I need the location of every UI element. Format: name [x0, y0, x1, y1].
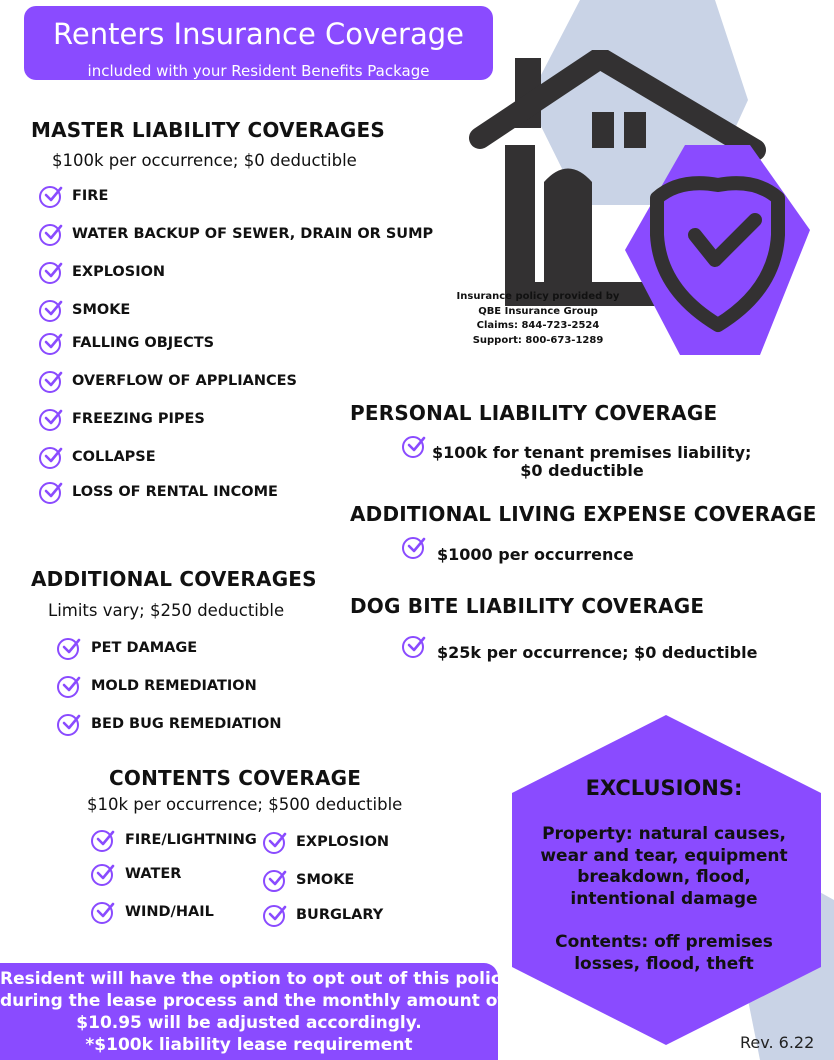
coverage-item: SMOKE	[296, 872, 355, 888]
notice-line: $10.95 will be adjusted accordingly.	[76, 1013, 422, 1033]
coverage-item: EXPLOSION	[72, 264, 166, 280]
coverage-item: FALLING OBJECTS	[72, 335, 215, 351]
exclusions-contents	[509, 932, 819, 975]
master-heading: MASTER LIABILITY COVERAGES	[31, 118, 385, 142]
coverage-item: FREEZING PIPES	[72, 411, 205, 427]
notice-line: during the lease process and the monthly amount of	[0, 991, 505, 1011]
check-icon	[39, 482, 61, 504]
exclusion-line: breakdown, flood,	[577, 867, 751, 887]
check-icon	[39, 333, 61, 355]
check-icon	[39, 409, 61, 431]
dog-heading: DOG BITE LIABILITY COVERAGE	[350, 594, 705, 618]
check-icon	[91, 864, 113, 886]
exclusion-line: losses, flood, theft	[574, 953, 754, 974]
coverage-item: SMOKE	[72, 302, 131, 318]
dog-item: $25k per occurrence; $0 deductible	[437, 643, 758, 662]
exclusions-property	[509, 824, 819, 910]
contents-heading: CONTENTS COVERAGE	[109, 766, 362, 790]
coverage-item: WATER	[125, 866, 182, 882]
personal-item	[432, 443, 752, 480]
page-subtitle: included with your Resident Benefits Package	[87, 62, 430, 80]
coverage-item: MOLD REMEDIATION	[91, 678, 257, 694]
check-icon	[39, 371, 61, 393]
coverage-item: BED BUG REMEDIATION	[91, 716, 282, 732]
coverage-item: WIND/HAIL	[125, 904, 214, 920]
coverage-item: FIRE	[72, 188, 109, 204]
coverage-item: OVERFLOW OF APPLIANCES	[72, 373, 297, 389]
exclusion-line: Contents: off premises	[555, 932, 773, 952]
coverage-item: EXPLOSION	[296, 834, 390, 850]
check-icon	[39, 300, 61, 322]
provider-line: Insurance policy provided by	[456, 291, 620, 302]
coverage-item: LOSS OF RENTAL INCOME	[72, 484, 278, 500]
master-sub: $100k per occurrence; $0 deductible	[52, 151, 357, 170]
exclusion-line: Property: natural causes,	[542, 824, 786, 844]
check-icon	[263, 870, 285, 892]
coverage-item: PET DAMAGE	[91, 640, 198, 656]
living-heading: ADDITIONAL LIVING EXPENSE COVERAGE	[350, 502, 817, 526]
check-icon	[39, 186, 61, 208]
personal-heading: PERSONAL LIABILITY COVERAGE	[350, 401, 718, 425]
contents-sub: $10k per occurrence; $500 deductible	[87, 795, 403, 814]
personal-line: $0 deductible	[520, 461, 644, 480]
shield-hexagon	[625, 145, 810, 355]
check-icon	[39, 447, 61, 469]
revision-label: Rev. 6.22	[740, 1033, 815, 1052]
opt-out-notice	[0, 963, 512, 1060]
personal-line: $100k for tenant premises liability;	[432, 443, 752, 462]
coverage-item: FIRE/LIGHTNING	[125, 832, 257, 848]
living-item: $1000 per occurrence	[437, 545, 634, 564]
check-icon	[263, 905, 285, 927]
check-icon	[402, 436, 424, 458]
check-icon	[402, 636, 424, 658]
check-icon	[57, 714, 79, 736]
provider-info	[448, 290, 628, 348]
exclusions-heading: EXCLUSIONS:	[585, 776, 743, 800]
check-icon	[39, 224, 61, 246]
exclusion-line: intentional damage	[570, 888, 758, 909]
page-title: Renters Insurance Coverage	[53, 17, 464, 51]
check-icon	[57, 638, 79, 660]
notice-line: *$100k liability lease requirement	[85, 1035, 413, 1055]
additional-sub: Limits vary; $250 deductible	[48, 601, 285, 620]
claims-phone: Claims: 844-723-2524	[476, 320, 600, 331]
additional-heading: ADDITIONAL COVERAGES	[31, 567, 317, 591]
check-icon	[263, 832, 285, 854]
coverage-item: COLLAPSE	[72, 449, 156, 465]
provider-name: QBE Insurance Group	[478, 305, 598, 317]
check-icon	[91, 830, 113, 852]
coverage-item: WATER BACKUP OF SEWER, DRAIN OR SUMP	[72, 226, 434, 242]
check-icon	[91, 902, 113, 924]
check-icon	[57, 676, 79, 698]
check-icon	[39, 262, 61, 284]
check-icon	[402, 537, 424, 559]
header-banner	[24, 6, 493, 80]
notice-line: Resident will have the option to opt out of this policy	[0, 969, 512, 989]
support-phone: Support: 800-673-1289	[472, 334, 604, 346]
exclusion-line: wear and tear, equipment	[540, 845, 788, 866]
coverage-item: BURGLARY	[296, 907, 384, 923]
